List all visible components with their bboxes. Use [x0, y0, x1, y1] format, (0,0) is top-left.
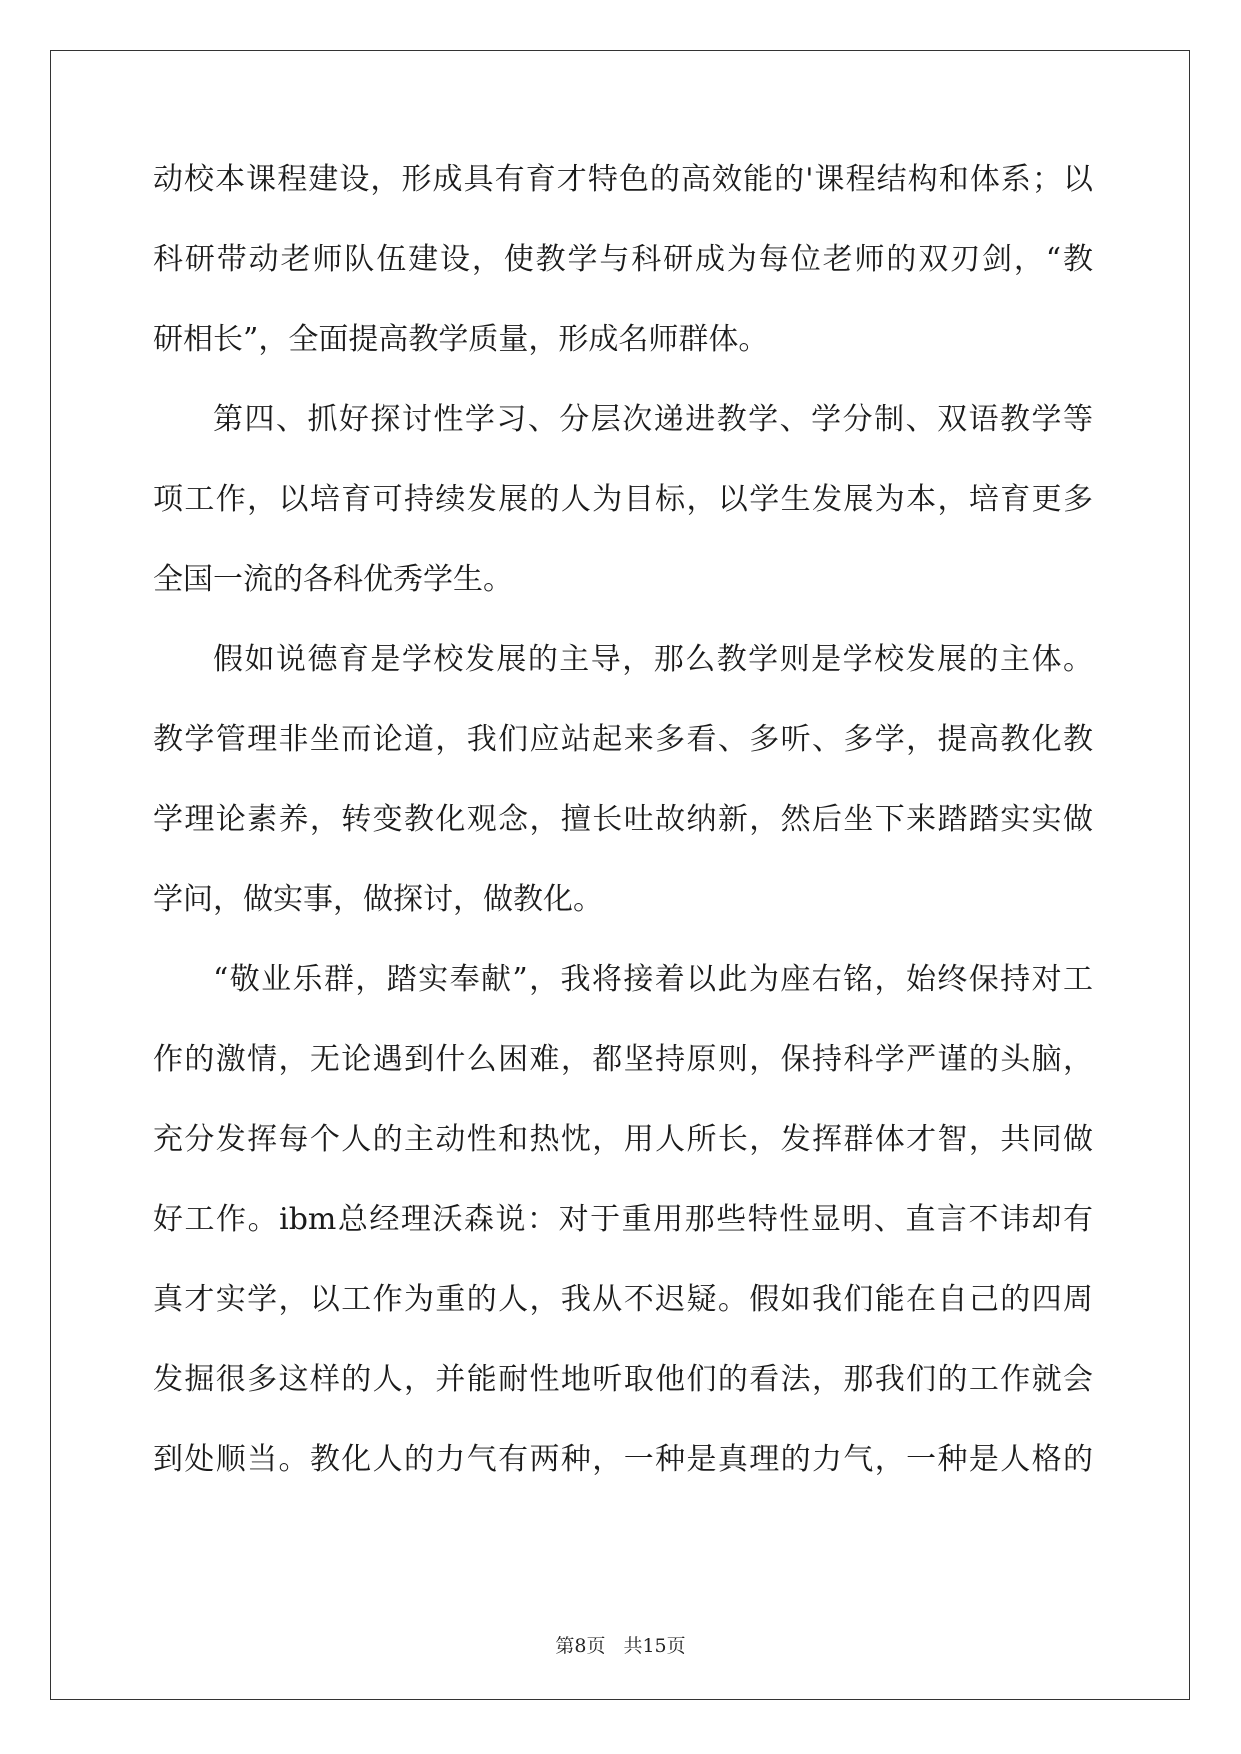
text-line: 充分发挥每个人的主动性和热忱，用人所长，发挥群体才智，共同做: [153, 1122, 1093, 1157]
document-body: [153, 160, 1093, 1520]
text-line: 研相长”，全面提高教学质量，形成名师群体。: [153, 322, 769, 357]
page-footer: [0, 1634, 1241, 1658]
text-line: “敬业乐群，踏实奉献”，我将接着以此为座右铭，始终保持对工: [213, 962, 1093, 997]
text-line: 全国一流的各科优秀学生。: [153, 562, 513, 597]
text-line: 学理论素养，转变教化观念，擅长吐故纳新，然后坐下来踏踏实实做: [153, 802, 1093, 837]
text-line: 第四、抓好探讨性学习、分层次递进教学、学分制、双语教学等: [213, 402, 1093, 437]
text-line: 学问，做实事，做探讨，做教化。: [153, 882, 603, 917]
text-line: 教学管理非坐而论道，我们应站起来多看、多听、多学，提高教化教: [153, 722, 1093, 757]
text-line: 科研带动老师队伍建设，使教学与科研成为每位老师的双刃剑，“教: [153, 242, 1093, 277]
text-line: 项工作，以培育可持续发展的人为目标，以学生发展为本，培育更多: [153, 482, 1093, 517]
text-line: 真才实学，以工作为重的人，我从不迟疑。假如我们能在自己的四周: [153, 1282, 1093, 1317]
text-line: 假如说德育是学校发展的主导，那么教学则是学校发展的主体。: [213, 642, 1093, 677]
text-line: 动校本课程建设，形成具有育才特色的高效能的'课程结构和体系；以: [153, 162, 1093, 197]
text-line: 发掘很多这样的人，并能耐性地听取他们的看法，那我们的工作就会: [153, 1362, 1093, 1397]
text-line: 作的激情，无论遇到什么困难，都坚持原则，保持科学严谨的头脑，: [153, 1042, 1093, 1077]
text-line: 到处顺当。教化人的力气有两种，一种是真理的力气，一种是人格的: [153, 1442, 1093, 1477]
text-line: 好工作。ibm总经理沃森说：对于重用那些特性显明、直言不讳却有: [153, 1202, 1093, 1237]
page-total: 共15页: [623, 1635, 686, 1657]
page-number: 第8页: [555, 1635, 606, 1657]
